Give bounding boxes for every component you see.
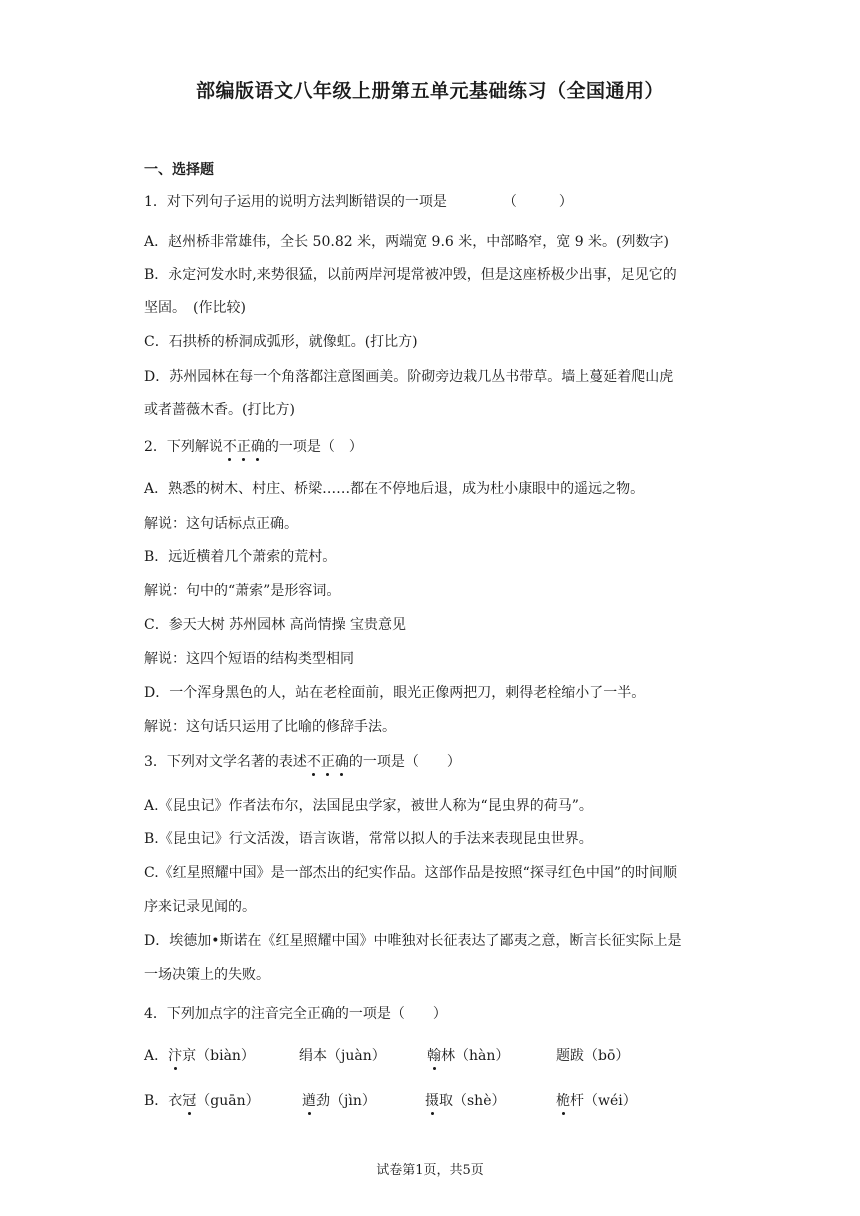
question-4-option-b-item: B．衣冠（guān）: [144, 1090, 260, 1110]
question-2-text-pre: 2．下列解说: [144, 439, 223, 455]
emphasis-char: 汴: [168, 1045, 182, 1065]
question-3-option-c-line1: C.《红星照耀中国》是一部杰出的纪实作品。这部作品是按照“探寻红色中国”的时间顺: [144, 865, 677, 881]
question-2-explanation-b: 解说：句中的“萧索”是形容词。: [144, 583, 341, 599]
question-4-option-b-item: 桅杆（wéi）: [556, 1090, 637, 1110]
question-4-option-a-item: 绢本（juàn）: [299, 1048, 386, 1064]
question-2-explanation-d: 解说：这句话只运用了比喻的修辞手法。: [144, 719, 396, 735]
question-2-explanation-c: 解说：这四个短语的结构类型相同: [144, 651, 354, 667]
question-1-option-c: C．石拱桥的桥洞成弧形，就像虹。(打比方): [144, 334, 418, 350]
emphasis-char: 正: [237, 436, 251, 456]
question-3-stem: [144, 751, 461, 771]
question-1-stem: [144, 191, 573, 211]
emphasis-char: 冠: [182, 1090, 196, 1110]
emphasis-char: 桅: [556, 1090, 570, 1110]
question-4-option-a-item: 题跋（bō）: [556, 1048, 630, 1064]
question-4-option-b-item: 遒劲（jìn）: [302, 1090, 376, 1110]
emphasis-char: 正: [321, 751, 335, 771]
question-2-option-b: B．远近横着几个萧索的荒村。: [144, 549, 337, 565]
question-1-paren: （ ）: [502, 194, 573, 210]
emphasis-char: 遒: [302, 1090, 316, 1110]
question-4-stem: 4．下列加点字的注音完全正确的一项是（ ）: [144, 1006, 447, 1022]
question-3-option-a: A.《昆虫记》作者法布尔，法国昆虫学家，被世人称为“昆虫界的荷马”。: [144, 798, 593, 814]
question-3-option-d-line2: 一场决策上的失败。: [144, 967, 270, 983]
emphasis-char: 翰: [427, 1045, 441, 1065]
question-3-option-b: B.《昆虫记》行文活泼，语言诙谐，常常以拟人的手法来表现昆虫世界。: [144, 831, 593, 847]
emphasis-char: 确: [335, 751, 349, 771]
question-4-option-b-item: 摄取（shè）: [425, 1090, 506, 1110]
question-3-text-post: 的一项是（ ）: [348, 754, 461, 770]
question-1-option-b-line1: B．永定河发水时,来势很猛，以前两岸河堤常被冲毁，但是这座桥极少出事，足见它的: [144, 267, 677, 283]
emphasis-char: 确: [251, 436, 265, 456]
question-2-option-d: D．一个浑身黑色的人，站在老栓面前，眼光正像两把刀，刺得老栓缩小了一半。: [144, 685, 646, 701]
question-2-text-post: 的一项是（ ）: [264, 439, 363, 455]
document-title: 部编版语文八年级上册第五单元基础练习（全国通用）: [195, 80, 664, 102]
question-4-option-a-item: 翰林（hàn）: [427, 1045, 509, 1065]
question-2-option-c: C．参天大树 苏州园林 高尚情操 宝贵意见: [144, 617, 407, 633]
question-1-option-d-line2: 或者蔷薇木香。(打比方): [144, 402, 295, 418]
question-2-option-a: A．熟悉的树木、村庄、桥梁……都在不停地后退，成为杜小康眼中的遥远之物。: [144, 481, 645, 497]
question-3-text-pre: 3．下列对文学名著的表述: [144, 754, 307, 770]
question-2-explanation-a: 解说：这句话标点正确。: [144, 516, 298, 532]
section-heading: 一、选择题: [144, 162, 214, 178]
question-1-text: 1．对下列句子运用的说明方法判断错误的一项是: [144, 194, 447, 210]
question-1-option-b-line2: 坚固。 (作比较): [144, 300, 246, 316]
question-3-option-d-line1: D．埃德加•斯诺在《红星照耀中国》中唯独对长征表达了鄙夷之意，断言长征实际上是: [144, 933, 682, 949]
emphasis-char: 不: [307, 751, 321, 771]
page-footer: 试卷第1页，共5页: [376, 1163, 484, 1178]
emphasis-char: 摄: [425, 1090, 439, 1110]
question-3-option-c-line2: 序来记录见闻的。: [144, 899, 256, 915]
question-4-option-a-item: A．汴京（biàn）: [144, 1045, 255, 1065]
question-1-option-d-line1: D．苏州园林在每一个角落都注意图画美。阶砌旁边栽几丛书带草。墙上蔓延着爬山虎: [144, 369, 674, 385]
emphasis-char: 不: [223, 436, 237, 456]
question-1-option-a: A．赵州桥非常雄伟，全长 50.82 米，两端宽 9.6 米，中部略窄，宽 9 米。(列数字): [144, 234, 669, 250]
question-2-stem: [144, 436, 363, 456]
